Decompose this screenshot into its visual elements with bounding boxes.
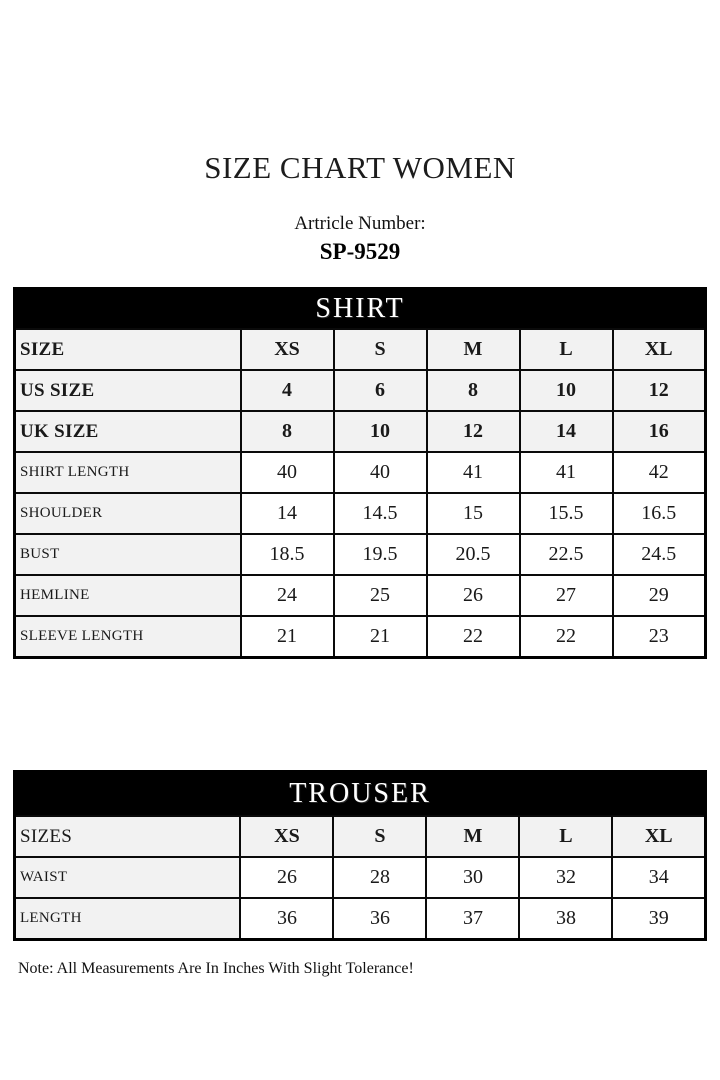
row-label: SIZE xyxy=(15,329,241,370)
cell: 24.5 xyxy=(613,534,706,575)
cell: 42 xyxy=(613,452,706,493)
table-row-length xyxy=(14,898,705,940)
cell: 14 xyxy=(241,493,334,534)
cell: 12 xyxy=(613,370,706,411)
cell: 21 xyxy=(241,616,334,658)
cell: S xyxy=(334,329,427,370)
cell: 28 xyxy=(333,857,426,898)
document-header xyxy=(0,0,720,264)
cell: 40 xyxy=(334,452,427,493)
cell: 16 xyxy=(613,411,706,452)
cell: 39 xyxy=(612,898,705,940)
table-row-uk-size xyxy=(15,411,706,452)
cell: 22 xyxy=(427,616,520,658)
cell: 4 xyxy=(241,370,334,411)
row-label: US SIZE xyxy=(15,370,241,411)
cell: M xyxy=(427,329,520,370)
article-number-value: SP-9529 xyxy=(319,238,401,264)
table-row-us-size xyxy=(15,370,706,411)
cell: 10 xyxy=(520,370,613,411)
page-title: SIZE CHART WOMEN xyxy=(204,150,516,185)
row-label: SHIRT LENGTH xyxy=(15,452,241,493)
article-number-label: Artricle Number: xyxy=(294,213,426,234)
trouser-size-table xyxy=(13,770,707,941)
row-label: LENGTH xyxy=(14,898,240,940)
trouser-table-banner-row xyxy=(14,772,705,817)
table-row-hemline xyxy=(15,575,706,616)
cell: 29 xyxy=(613,575,706,616)
cell: 16.5 xyxy=(613,493,706,534)
cell: S xyxy=(333,816,426,857)
cell: 18.5 xyxy=(241,534,334,575)
cell: 6 xyxy=(334,370,427,411)
cell: 30 xyxy=(426,857,519,898)
trouser-table-title: TROUSER xyxy=(14,772,705,817)
cell: 15 xyxy=(427,493,520,534)
cell: 10 xyxy=(334,411,427,452)
cell: 23 xyxy=(613,616,706,658)
cell: 8 xyxy=(241,411,334,452)
cell: 20.5 xyxy=(427,534,520,575)
cell: 36 xyxy=(333,898,426,940)
cell: 24 xyxy=(241,575,334,616)
cell: 27 xyxy=(520,575,613,616)
row-label: SLEEVE LENGTH xyxy=(15,616,241,658)
table-row-shirt-length xyxy=(15,452,706,493)
table-row-waist xyxy=(14,857,705,898)
cell: 26 xyxy=(427,575,520,616)
cell: 41 xyxy=(520,452,613,493)
cell: 12 xyxy=(427,411,520,452)
cell: XS xyxy=(240,816,333,857)
cell: 22 xyxy=(520,616,613,658)
cell: 14 xyxy=(520,411,613,452)
measurement-note: Note: All Measurements Are In Inches With Slight Tolerance! xyxy=(18,960,414,978)
cell: 36 xyxy=(240,898,333,940)
cell: XS xyxy=(241,329,334,370)
row-label: WAIST xyxy=(14,857,240,898)
cell: 40 xyxy=(241,452,334,493)
cell: XL xyxy=(612,816,705,857)
table-row-size xyxy=(15,329,706,370)
table-row-sleeve-length xyxy=(15,616,706,658)
cell: XL xyxy=(613,329,706,370)
cell: 14.5 xyxy=(334,493,427,534)
cell: L xyxy=(519,816,612,857)
shirt-table-title: SHIRT xyxy=(15,289,706,330)
cell: 41 xyxy=(427,452,520,493)
row-label: SIZES xyxy=(14,816,240,857)
row-label: BUST xyxy=(15,534,241,575)
shirt-table-banner-row xyxy=(15,289,706,330)
row-label: SHOULDER xyxy=(15,493,241,534)
table-row-bust xyxy=(15,534,706,575)
cell: M xyxy=(426,816,519,857)
row-label: HEMLINE xyxy=(15,575,241,616)
cell: 15.5 xyxy=(520,493,613,534)
cell: 22.5 xyxy=(520,534,613,575)
cell: 38 xyxy=(519,898,612,940)
cell: 32 xyxy=(519,857,612,898)
table-row-shoulder xyxy=(15,493,706,534)
cell: 25 xyxy=(334,575,427,616)
cell: 37 xyxy=(426,898,519,940)
row-label: UK SIZE xyxy=(15,411,241,452)
cell: 8 xyxy=(427,370,520,411)
cell: 26 xyxy=(240,857,333,898)
cell: 21 xyxy=(334,616,427,658)
cell: L xyxy=(520,329,613,370)
cell: 34 xyxy=(612,857,705,898)
shirt-size-table xyxy=(13,287,707,659)
cell: 19.5 xyxy=(334,534,427,575)
table-row-sizes xyxy=(14,816,705,857)
